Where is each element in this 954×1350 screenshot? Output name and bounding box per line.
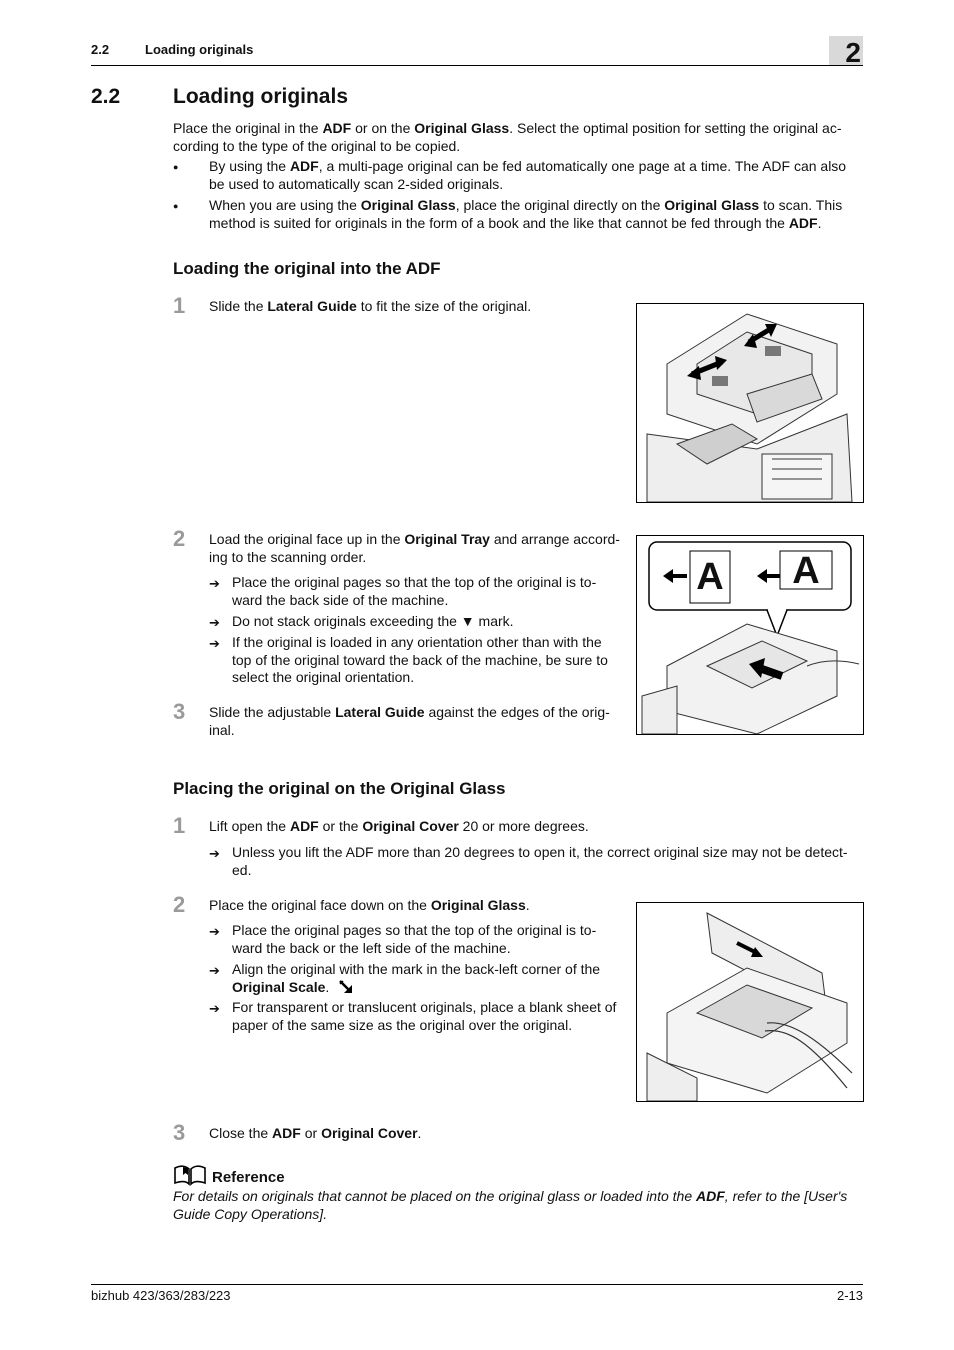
step-bold: Original Cover <box>321 1125 418 1141</box>
original-glass-illustration <box>637 903 863 1101</box>
bullet-text: method is suited for originals in the form of a book and the like that cannot be fed through the <box>209 214 789 231</box>
intro-text: Place the original in the <box>173 120 323 136</box>
step-text: Close the <box>209 1125 273 1141</box>
arrow-icon: ➔ <box>209 1001 220 1016</box>
sub-text: Place the original pages so that the top of the original is to- <box>232 574 597 590</box>
glass-step1-sub <box>232 844 872 879</box>
step-text: . <box>417 1125 422 1141</box>
figure-adf-lateral-guide <box>636 303 864 503</box>
section-number: 2.2 <box>91 85 121 108</box>
bullet-text: , place the original directly on the <box>455 197 665 213</box>
bullet-text: When you are using the <box>209 197 361 213</box>
footer-model: bizhub 423/363/283/223 <box>91 1288 231 1303</box>
adf-step2-text <box>209 531 629 566</box>
machine-adf-illustration <box>637 304 863 502</box>
bullet-text: be used to automatically scan 2-sided originals. <box>209 175 504 192</box>
sub-text: select the original orientation. <box>232 669 415 685</box>
step-text: 20 or more degrees. <box>458 818 589 834</box>
sub-text: top of the original toward the back of the machine, be sure to <box>232 651 608 668</box>
sub-text: Unless you lift the ADF more than 20 degrees to open it, the correct original size may not be detect- <box>232 844 848 860</box>
arrow-icon: ➔ <box>209 615 220 630</box>
adf-step2-sub: Do not stack originals exceeding the ▼ mark. <box>232 613 514 629</box>
step-text: or the <box>318 818 363 834</box>
step-number: 2 <box>173 892 186 917</box>
step-text: Lift open the <box>209 818 290 834</box>
intro-glass: Original Glass <box>414 120 510 136</box>
header-rule <box>91 65 863 66</box>
sub-text: ward the back side of the machine. <box>232 591 449 608</box>
callout-letter: A <box>696 556 724 598</box>
bullet-bold: Original Glass <box>360 197 456 213</box>
reference-italic: For details on originals that cannot be placed on the original glass or loaded into the <box>173 1188 697 1204</box>
glass-step2-text <box>209 897 530 915</box>
step-number: 1 <box>173 813 186 838</box>
sub-text: If the original is loaded in any orientation other than with the <box>232 634 602 650</box>
arrow-icon: ➔ <box>209 924 220 939</box>
book-icon <box>173 1164 207 1186</box>
intro-text: cording to the type of the original to be copied. <box>173 137 461 154</box>
reference-italic: , refer to the [User's <box>724 1188 848 1204</box>
lateral-guide <box>765 346 781 356</box>
step-number: 3 <box>173 699 186 724</box>
bullet-bold: ADF <box>289 158 319 174</box>
bullet-text: . <box>817 214 822 231</box>
step-bold: Lateral Guide <box>267 298 357 314</box>
intro-text: . Select the optimal position for setting the original ac- <box>509 120 842 136</box>
step-number: 2 <box>173 526 186 551</box>
sub-text: Place the original pages so that the top of the original is to- <box>232 922 597 938</box>
bullet-text: to scan. This <box>759 197 843 213</box>
sub-text: For transparent or translucent originals, place a blank sheet of <box>232 999 617 1015</box>
bullet-dot: ● <box>173 162 179 172</box>
bullet-text: , a multi-page original can be fed automatically one page at a time. The ADF can also <box>318 158 847 174</box>
sub-text: paper of the same size as the original over the original. <box>232 1016 573 1033</box>
step-text: and arrange accord- <box>489 531 620 547</box>
reference-text <box>173 1188 873 1223</box>
adf-subsection-title: Loading the original into the ADF <box>173 259 441 278</box>
chapter-number-badge: 2 <box>829 36 863 66</box>
bullet-item <box>209 197 869 232</box>
reference-title: Reference <box>212 1169 285 1186</box>
reference-italic: Guide Copy Operations]. <box>173 1205 328 1222</box>
sub-text: . <box>325 978 330 995</box>
step-number: 1 <box>173 293 186 318</box>
adf-step3-text <box>209 704 629 739</box>
footer-rule <box>91 1284 863 1285</box>
header-title: Loading originals <box>145 42 254 57</box>
sub-text: ed. <box>232 861 252 878</box>
step-text: Slide the <box>209 298 268 314</box>
reference-bold: ADF <box>696 1188 725 1204</box>
corner-mark-icon <box>339 980 353 994</box>
arrow-icon: ➔ <box>209 636 220 651</box>
intro-text: or on the <box>351 120 415 136</box>
intro-adf: ADF <box>322 120 352 136</box>
sub-text: ward the back or the left side of the machine. <box>232 939 511 956</box>
step-bold: ADF <box>272 1125 301 1141</box>
bullet-bold: ADF <box>788 214 818 231</box>
step-text: Load the original face up in the <box>209 531 405 547</box>
step-bold: Original Tray <box>404 531 490 547</box>
lateral-guide <box>712 376 728 386</box>
adf-step2-sub <box>232 634 632 687</box>
section-title: Loading originals <box>173 85 349 108</box>
step-text: to fit the size of the original. <box>356 298 532 314</box>
glass-subsection-title: Placing the original on the Original Glass <box>173 779 506 798</box>
arrow-icon: ➔ <box>209 576 220 591</box>
step-bold: ADF <box>289 818 319 834</box>
step-bold: Original Glass <box>430 897 526 913</box>
glass-step1-text <box>209 818 589 836</box>
bullet-bold: Original Glass <box>664 197 760 213</box>
glass-step2-sub <box>232 961 632 996</box>
step-text: inal. <box>209 721 235 738</box>
step-text: Place the original face down on the <box>209 897 431 913</box>
glass-step2-sub <box>232 999 632 1034</box>
sub-text: Align the original with the mark in the back-left corner of the <box>232 961 601 977</box>
arrow-icon: ➔ <box>209 846 220 861</box>
step-text: . <box>525 897 530 913</box>
adf-step2-sub <box>232 574 632 609</box>
step-text: or <box>300 1125 322 1141</box>
glass-step3-text <box>209 1125 421 1143</box>
bullet-item <box>209 158 869 193</box>
intro-paragraph <box>173 120 863 155</box>
glass-step2-sub <box>232 922 632 957</box>
bullet-text: By using the <box>209 158 290 174</box>
step-text: Slide the adjustable <box>209 704 336 720</box>
step-bold: Lateral Guide <box>335 704 425 720</box>
adf-step1-text <box>209 298 531 316</box>
step-number: 3 <box>173 1120 186 1145</box>
step-text: ing to the scanning order. <box>209 548 367 565</box>
bullet-dot: ● <box>173 201 179 211</box>
figure-original-tray <box>636 535 864 735</box>
callout-letter: A <box>792 550 820 592</box>
step-bold: Original Cover <box>362 818 459 834</box>
figure-original-glass <box>636 902 864 1102</box>
step-text: against the edges of the orig- <box>424 704 610 720</box>
header-section-number: 2.2 <box>91 42 110 57</box>
arrow-icon: ➔ <box>209 963 220 978</box>
sub-bold: Original Scale <box>232 978 326 995</box>
footer-page-number: 2-13 <box>836 1288 863 1303</box>
